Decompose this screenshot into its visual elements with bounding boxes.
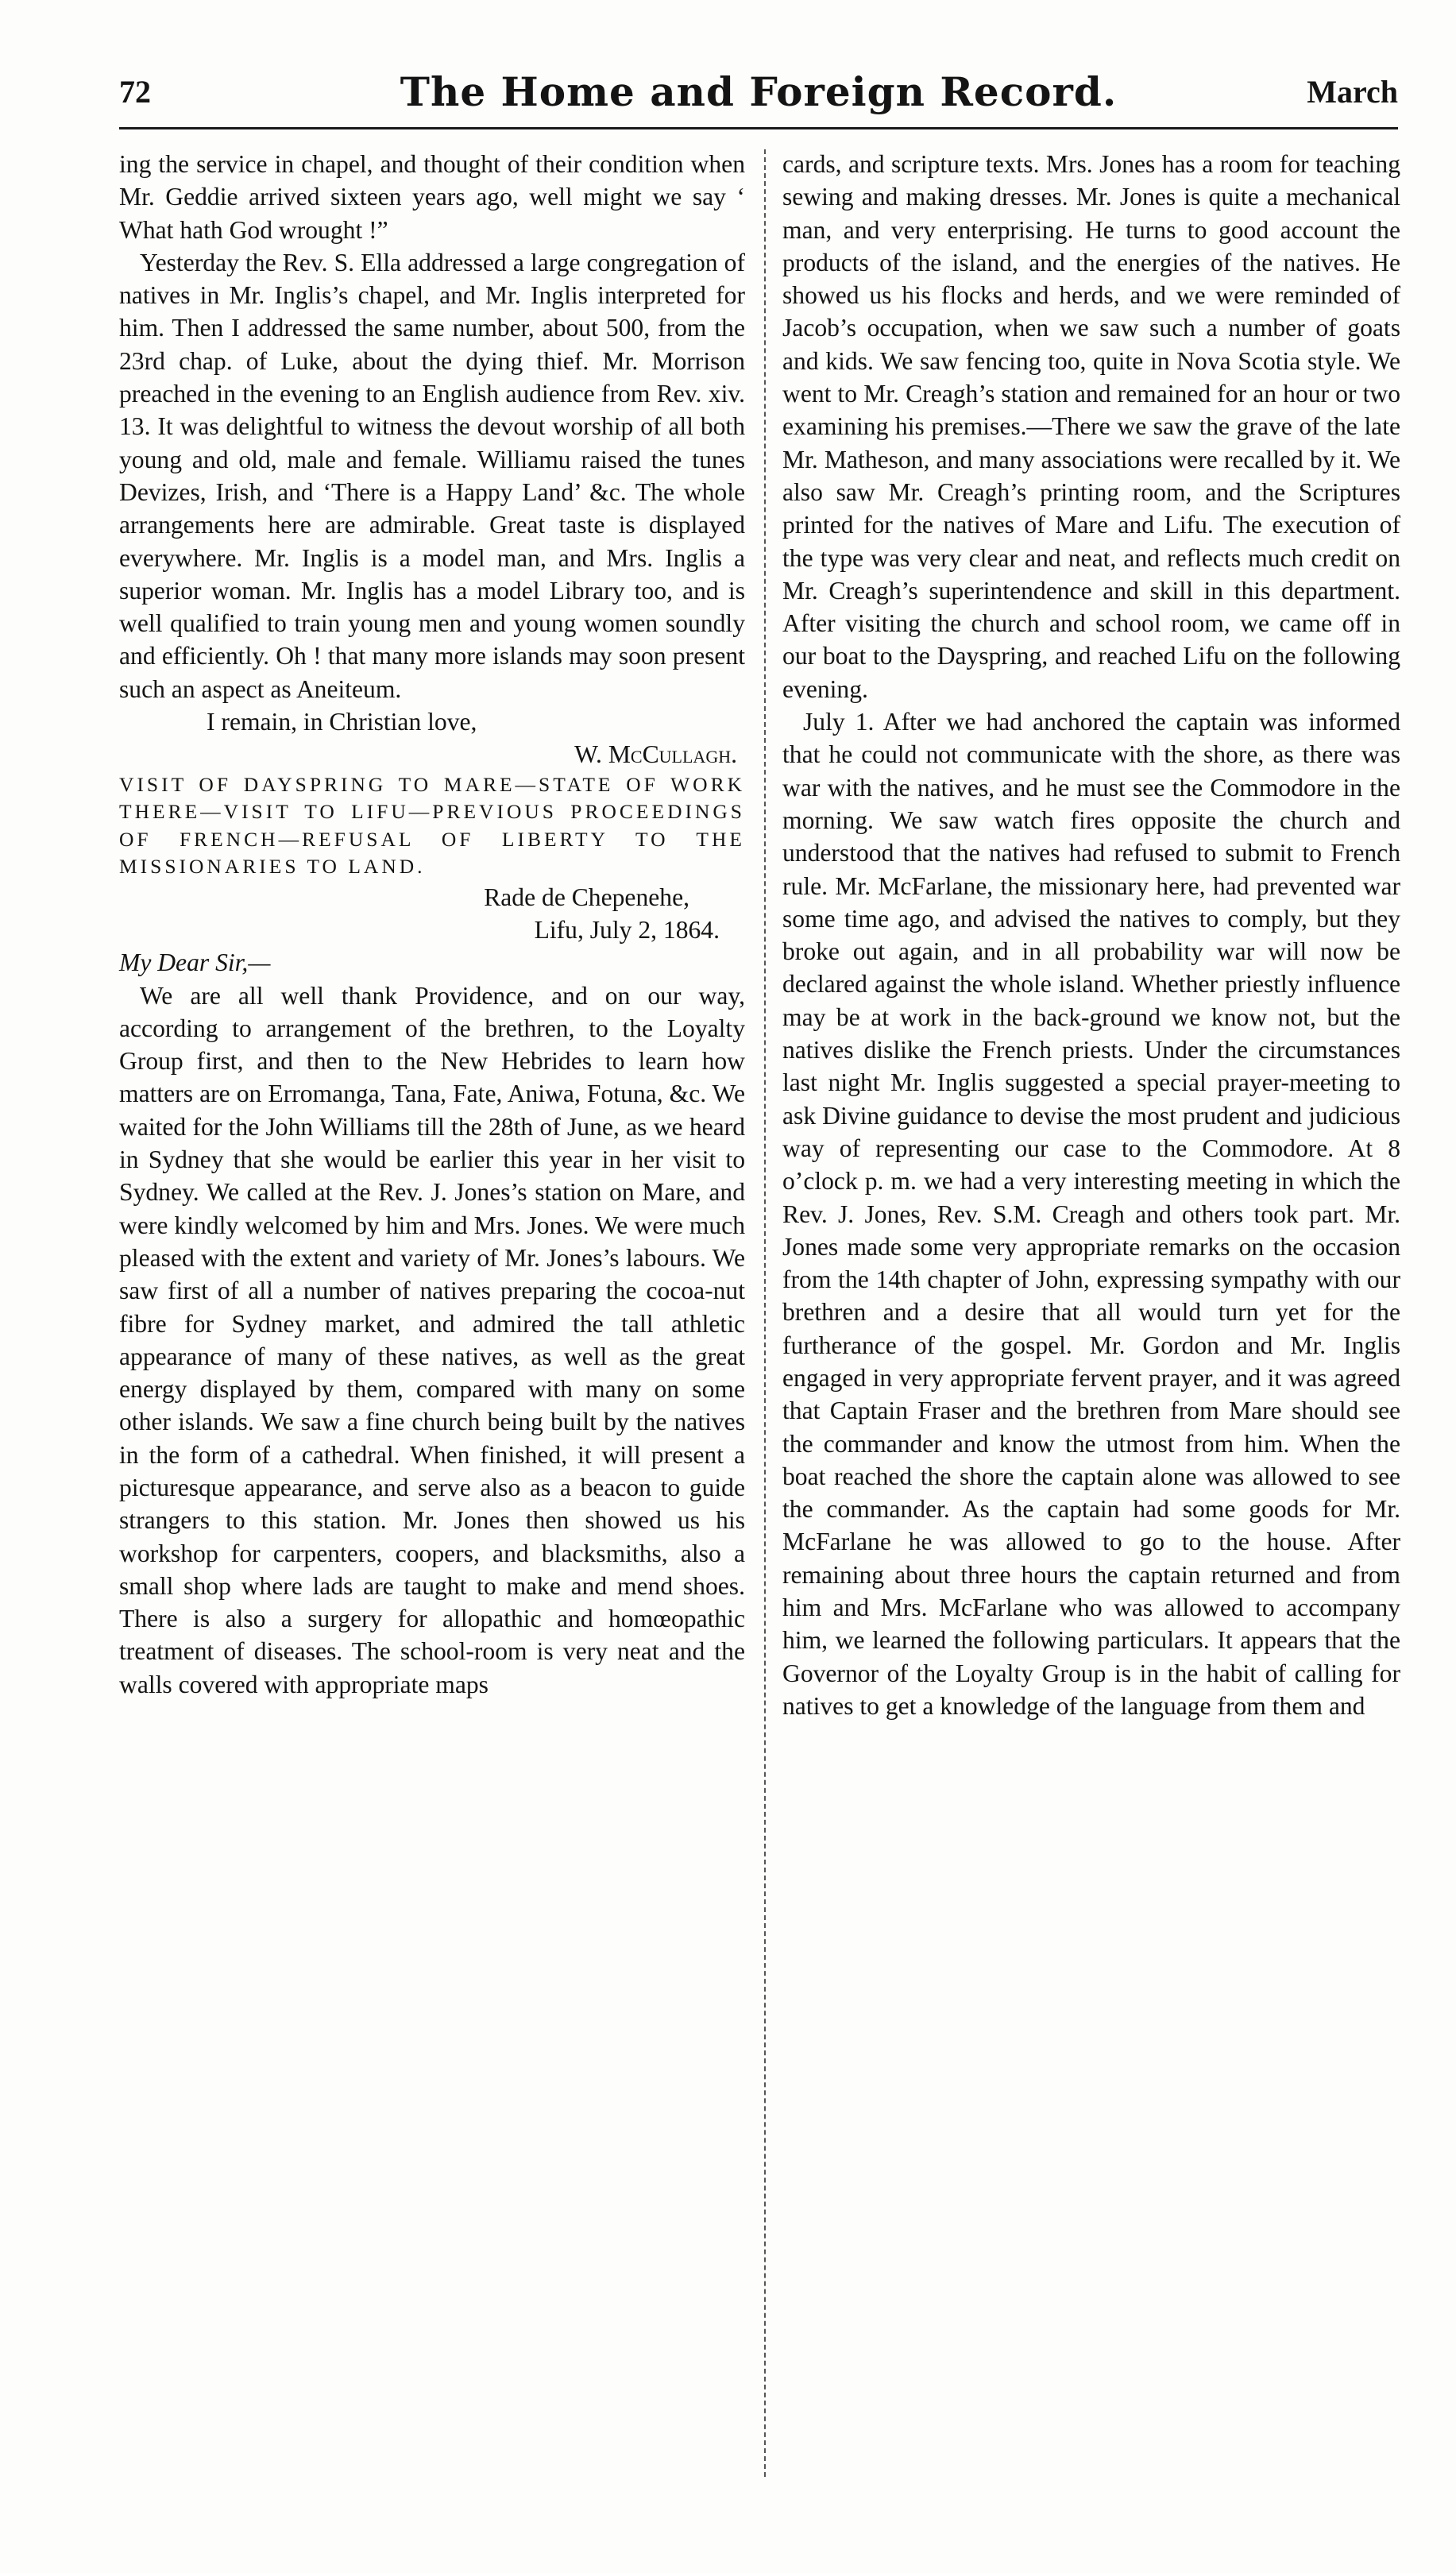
right-column	[782, 148, 1400, 1722]
paragraph: cards, and scripture texts. Mrs. Jones has a room for teaching sewing and making dresses. Mr. Jones is quite a mechanical man, and very enterprising. He turns to good account the products of the island, and the energies of the natives. He showed us his flocks and herds, and we were reminded of Jacob’s occupation, when we saw such a number of goats and kids. We saw fencing too, quite in Nova Scotia style. We went to Mr. Creagh’s station and remained for an hour or two examining his premises.—There we saw the grave of the late Mr. Matheson, and many associations were recalled by it. We also saw Mr. Creagh’s printing room, and the Scriptures printed for the natives of Mare and Lifu. The execution of the type was very clear and neat, and reflects much credit on Mr. Creagh’s superintendence and skill in this department. After visiting the church and school room, we came off in our boat to the Dayspring, and reached Lifu on the following evening.	[782, 150, 1400, 703]
letter-salutation: My Dear Sir,—	[119, 948, 271, 977]
paragraph: Yesterday the Rev. S. Ella addressed a large congregation of natives in Mr. Inglis’s chapel, and Mr. Inglis interpreted for him. Then I addressed the same number, about 500, from the 23rd chap. of Luke, about the dying thief. Mr. Morrison preached in the evening to an English audience from Rev. xiv. 13. It was delightful to witness the devout worship of all both young and old, male and female. Williamu raised the tunes Devizes, Irish, and ‘There is a Happy Land’ &c. The whole arrangements here are admirable. Great taste is displayed everywhere. Mr. Inglis is a model man, and Mrs. Inglis a superior woman. Mr. Inglis has a model Library too, and is well qualified to train young men and young women soundly and efficiently. Oh ! that many more islands may soon present such an aspect as Aneiteum.	[119, 248, 745, 703]
column-divider	[764, 149, 766, 2477]
issue-month: March	[1307, 74, 1398, 110]
letter-closing: I remain, in Christian love,	[207, 708, 477, 736]
paragraph: July 1. After we had anchored the captain was informed that he could not communicate with the shore, as there was war with the natives, and he must see the Commodore in the morning. We saw watch fires opposite the church and understood that the natives had refused to submit to French rule. Mr. McFarlane, the missionary here, had prevented war some time ago, and advised the natives to comply, but they broke out again, and in all probability war will now be declared against the whole island. Whether priestly influence may be at work in the back-ground we know not, but the natives dislike the French priests. Under the circumstances last night Mr. Inglis suggested a special prayer-meeting to ask Divine guidance to devise the most prudent and judicious way of representing our case to the Commodore. At 8 o’clock p. m. we had a very interesting meeting in which the Rev. J. Jones, Rev. S.M. Creagh and others took part. Mr. Jones made some very appropriate remarks on the occasion from the 14th chapter of John, expressing sympathy with our brethren and a desire that all would turn yet for the furtherance of the gospel. Mr. Gordon and Mr. Inglis engaged in very appropriate fervent prayer, and it was agreed that Captain Fraser and the brethren from Mare should see the commander and know the utmost from him. When the boat reached the shore the captain alone was allowed to see the commander. As the captain had some goods for Mr. McFarlane he was allowed to go to the house. After remaining about three hours the captain returned and from him and Mrs. McFarlane who was allowed to accompany him, we learned the following particulars. It appears that the Governor of the Loyalty Group is in the habit of calling for natives to get a knowledge of the language from them and	[782, 708, 1400, 1720]
page-header	[119, 68, 1398, 124]
paragraph: We are all well thank Providence, and on our way, according to arrangement of the brethren, to the Loyalty Group first, and then to the New Hebrides to learn how matters are on Erromanga, Tana, Fate, Aniwa, Fotuna, &c. We waited for the John Williams till the 28th of June, as we heard in Sydney that she would be earlier this year in her visit to Sydney. We called at the Rev. J. Jones’s station on Mare, and were kindly welcomed by him and Mrs. Jones. We were much pleased with the extent and variety of Mr. Jones’s labours. We saw first of all a number of natives preparing the cocoa-nut fibre for Sydney market, and admired the tall athletic appearance of many of these natives, as well as the great energy displayed by them, compared with many on some other islands. We saw a fine church being built by the natives in the form of a cathedral. When finished, it will present a picturesque appearance, and serve also as a beacon to guide strangers to this station. Mr. Jones then showed us his workshop for carpenters, coopers, and blacksmiths, also a small shop where lads are taught to make and mend shoes. There is also a surgery for allopathic and homœopathic treatment of diseases. The school-room is very neat and the walls covered with appropriate maps	[119, 981, 745, 1698]
left-column	[119, 148, 745, 1701]
paragraph: ing the service in chapel, and thought of their condition when Mr. Geddie arrived sixteen years ago, well might we say ‘ What hath God wrought !”	[119, 150, 745, 244]
header-rule	[119, 127, 1398, 129]
letter-place: Rade de Chepenehe,	[484, 883, 689, 911]
letter-signature: W. McCullagh.	[574, 740, 737, 769]
section-heading: VISIT OF DAYSPRING TO MARE—STATE OF WORK THERE—VISIT TO LIFU—PREVIOUS PROCEEDINGS OF FRENCH—REFUSAL OF LIBERTY TO THE MISSIONARIES TO LAND.	[119, 772, 745, 879]
publication-title: The Home and Foreign Record.	[400, 68, 1118, 115]
page-number: 72	[119, 74, 151, 110]
letter-date: Lifu, July 2, 1864.	[534, 915, 720, 944]
